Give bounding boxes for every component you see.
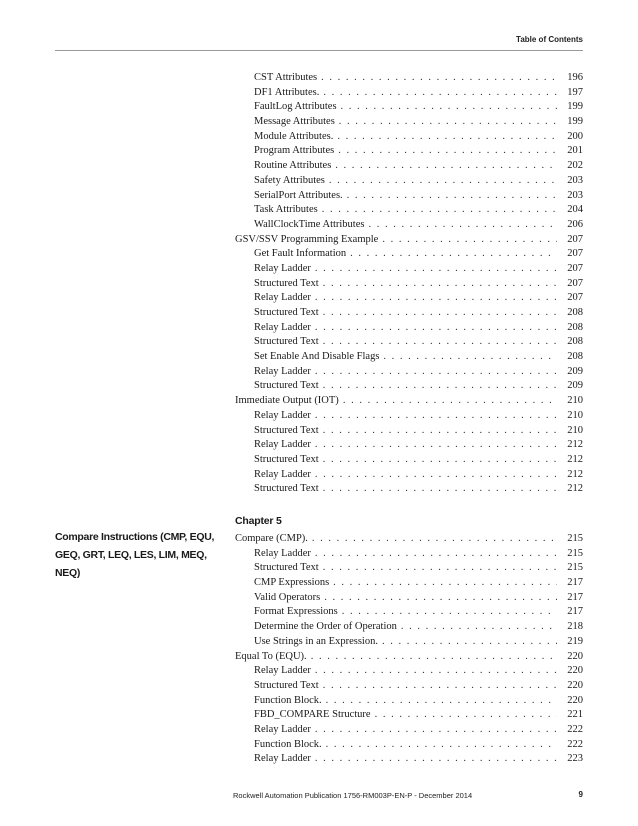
toc-dot-leader — [350, 247, 557, 262]
toc-entry-title: CST Attributes — [254, 72, 318, 83]
toc-entry[interactable] — [235, 218, 583, 233]
toc-entry-title: Structured Text — [254, 336, 319, 348]
toc-entry-page: 197 — [567, 86, 583, 98]
toc-entry-title: Relay Ladder — [254, 547, 311, 559]
toc-entry-title: Relay Ladder — [254, 439, 311, 451]
toc-entry-page: 207 — [567, 248, 583, 260]
toc-dot-leader — [315, 664, 557, 679]
toc-entry-title: Structured Text — [254, 483, 319, 495]
toc-entry[interactable] — [235, 86, 583, 101]
toc-entry[interactable] — [235, 482, 583, 497]
toc-entry-title: Relay Ladder — [254, 409, 311, 421]
toc-entry[interactable] — [235, 547, 583, 562]
running-header: Table of Contents — [516, 35, 583, 44]
toc-entry[interactable] — [235, 115, 583, 130]
toc-entry-page: 207 — [567, 262, 583, 274]
toc-entry-title: Equal To (EQU). — [235, 650, 307, 662]
toc-entry[interactable] — [235, 694, 583, 709]
toc-dot-leader — [342, 605, 557, 620]
toc-dot-leader — [323, 482, 557, 497]
toc-dot-leader — [311, 650, 557, 665]
toc-entry-title: CMP Expressions — [254, 577, 330, 589]
toc-entry-page: 215 — [567, 562, 583, 574]
toc-entry-title: Relay Ladder — [254, 753, 311, 765]
toc-entry-title: Task Attributes — [254, 204, 318, 216]
toc-dot-leader — [315, 409, 557, 424]
toc-entry[interactable] — [235, 453, 583, 468]
toc-dot-leader — [329, 174, 557, 189]
toc-entry[interactable] — [235, 679, 583, 694]
toc-entry-title: Relay Ladder — [254, 665, 311, 677]
toc-entry-title: Relay Ladder — [254, 365, 311, 377]
toc-dot-leader — [323, 306, 557, 321]
toc-entry-title: Structured Text — [254, 380, 319, 392]
toc-dot-leader — [315, 365, 557, 380]
toc-dot-leader — [321, 71, 557, 86]
toc-entry-page: 222 — [567, 738, 583, 750]
toc-entry[interactable] — [235, 723, 583, 738]
toc-entry[interactable] — [235, 130, 583, 145]
toc-dot-leader — [323, 424, 557, 439]
toc-entry[interactable] — [235, 71, 583, 86]
toc-entry-title: DF1 Attributes. — [254, 86, 320, 98]
toc-entry[interactable] — [235, 532, 583, 547]
toc-dot-leader — [368, 218, 557, 233]
toc-entry[interactable] — [235, 635, 583, 650]
toc-entry-page: 219 — [567, 635, 583, 647]
toc-entry-page: 210 — [567, 395, 583, 407]
toc-entry-page: 196 — [567, 72, 583, 83]
toc-dot-leader — [315, 468, 557, 483]
toc-entry-title: FBD_COMPARE Structure — [254, 709, 371, 721]
toc-entry-page: 200 — [567, 130, 583, 142]
toc-entry-page: 201 — [567, 145, 583, 157]
toc-dot-leader — [335, 159, 557, 174]
toc-entry-title: Use Strings in an Expression. — [254, 635, 378, 647]
toc-entry-page: 204 — [567, 204, 583, 216]
toc-dot-leader — [343, 394, 557, 409]
toc-dot-leader — [375, 708, 557, 723]
toc-entry[interactable] — [235, 576, 583, 591]
toc-entry-title: Relay Ladder — [254, 321, 311, 333]
toc-entry[interactable] — [235, 650, 583, 665]
toc-entry-page: 209 — [567, 380, 583, 392]
toc-entry-title: Relay Ladder — [254, 262, 311, 274]
toc-entry[interactable] — [235, 738, 583, 753]
toc-entry-page: 212 — [567, 453, 583, 465]
toc-entry-page: 212 — [567, 468, 583, 480]
toc-entry-page: 199 — [567, 116, 583, 128]
toc-list-top — [235, 71, 583, 497]
toc-entry-page: 210 — [567, 409, 583, 421]
header-rule — [55, 50, 583, 51]
toc-dot-leader — [323, 335, 557, 350]
footer-page-number: 9 — [578, 790, 583, 799]
toc-entry-title: Module Attributes. — [254, 130, 334, 142]
toc-entry[interactable] — [235, 752, 583, 767]
toc-dot-leader — [323, 86, 557, 101]
toc-entry-title: Structured Text — [254, 453, 319, 465]
toc-dot-leader — [315, 752, 557, 767]
toc-entry-page: 215 — [567, 547, 583, 559]
toc-dot-leader — [315, 262, 557, 277]
toc-entry[interactable] — [235, 262, 583, 277]
toc-entry-page: 220 — [567, 679, 583, 691]
toc-dot-leader — [315, 291, 557, 306]
toc-entry-page: 217 — [567, 606, 583, 618]
toc-entry[interactable] — [235, 468, 583, 483]
toc-entry[interactable] — [235, 561, 583, 576]
toc-entry-page: 217 — [567, 591, 583, 603]
toc-dot-leader — [323, 379, 557, 394]
toc-entry-page: 223 — [567, 753, 583, 765]
footer-publication: Rockwell Automation Publication 1756-RM003P-EN-P - December 2014 — [233, 791, 473, 800]
toc-entry-page: 210 — [567, 424, 583, 436]
toc-entry-page: 220 — [567, 650, 583, 662]
toc-entry[interactable] — [235, 189, 583, 204]
toc-entry-page: 215 — [567, 533, 583, 544]
toc-entry[interactable] — [235, 174, 583, 189]
toc-entry[interactable] — [235, 203, 583, 218]
toc-entry-title: Function Block. — [254, 738, 322, 750]
toc-entry[interactable] — [235, 394, 583, 409]
toc-entry[interactable] — [235, 277, 583, 292]
toc-entry-title: Structured Text — [254, 277, 319, 289]
toc-entry[interactable] — [235, 708, 583, 723]
toc-entry[interactable] — [235, 233, 583, 248]
toc-entry-title: Format Expressions — [254, 606, 338, 618]
chapter-side-title: Compare Instructions (CMP, EQU, GEQ, GRT, LEQ, LES, LIM, MEQ, NEQ) — [55, 531, 215, 579]
toc-entry-title: Set Enable And Disable Flags — [254, 351, 380, 363]
toc-entry-title: Relay Ladder — [254, 468, 311, 480]
toc-dot-leader — [315, 438, 557, 453]
toc-entry-title: Routine Attributes — [254, 160, 332, 172]
toc-entry-title: Relay Ladder — [254, 723, 311, 735]
toc-entry[interactable] — [235, 664, 583, 679]
toc-entry-page: 212 — [567, 439, 583, 451]
toc-entry-title: Safety Attributes — [254, 174, 325, 186]
toc-entry-title: Immediate Output (IOT) — [235, 395, 339, 407]
toc-dot-leader — [338, 144, 557, 159]
toc-entry-title: Relay Ladder — [254, 292, 311, 304]
toc-entry-title: Determine the Order of Operation — [254, 621, 397, 633]
toc-entry-title: Structured Text — [254, 562, 319, 574]
toc-entry[interactable] — [235, 159, 583, 174]
toc-entry[interactable] — [235, 321, 583, 336]
toc-entry[interactable] — [235, 409, 583, 424]
toc-dot-leader — [323, 277, 557, 292]
toc-entry-page: 203 — [567, 174, 583, 186]
toc-dot-leader — [315, 547, 557, 562]
toc-entry-page: 221 — [567, 709, 583, 721]
toc-entry-page: 220 — [567, 665, 583, 677]
toc-entry-page: 220 — [567, 694, 583, 706]
toc-entry-page: 202 — [567, 160, 583, 172]
toc-entry-title: Compare (CMP). — [235, 533, 308, 544]
toc-dot-leader — [382, 233, 557, 248]
toc-list-chapter — [235, 532, 583, 767]
toc-dot-leader — [312, 532, 557, 547]
toc-dot-leader — [347, 189, 557, 204]
toc-dot-leader — [382, 635, 557, 650]
toc-entry[interactable] — [235, 438, 583, 453]
toc-entry[interactable] — [235, 620, 583, 635]
toc-entry-page: 208 — [567, 307, 583, 318]
toc-entry[interactable] — [235, 424, 583, 439]
toc-entry[interactable] — [235, 350, 583, 365]
toc-dot-leader — [315, 723, 557, 738]
toc-entry-page: 222 — [567, 723, 583, 735]
toc-entry-page: 212 — [567, 483, 583, 495]
toc-dot-leader — [383, 350, 557, 365]
toc-entry-title: WallClockTime Attributes — [254, 218, 365, 230]
toc-entry-page: 208 — [567, 321, 583, 333]
toc-entry-page: 208 — [567, 336, 583, 348]
toc-entry[interactable] — [235, 144, 583, 159]
chapter-heading: Chapter 5 — [235, 515, 282, 527]
toc-dot-leader — [337, 130, 557, 145]
toc-entry-page: 218 — [567, 621, 583, 633]
toc-entry-title: SerialPort Attributes. — [254, 189, 343, 201]
toc-entry-page: 207 — [567, 292, 583, 304]
toc-entry[interactable] — [235, 306, 583, 321]
toc-dot-leader — [326, 738, 557, 753]
toc-entry-title: Message Attributes — [254, 116, 335, 128]
toc-entry-title: Function Block. — [254, 694, 322, 706]
toc-entry-title: Structured Text — [254, 307, 319, 318]
toc-entry-title: Get Fault Information — [254, 248, 347, 260]
toc-entry-page: 207 — [567, 233, 583, 245]
toc-entry-page: 209 — [567, 365, 583, 377]
toc-entry[interactable] — [235, 335, 583, 350]
toc-entry[interactable] — [235, 247, 583, 262]
toc-entry-title: Program Attributes — [254, 145, 335, 157]
toc-entry-page: 207 — [567, 277, 583, 289]
toc-entry-page: 217 — [567, 577, 583, 589]
toc-dot-leader — [315, 321, 557, 336]
toc-dot-leader — [339, 115, 557, 130]
toc-dot-leader — [323, 453, 557, 468]
toc-entry-page: 199 — [567, 101, 583, 113]
toc-entry[interactable] — [235, 605, 583, 620]
toc-entry-page: 203 — [567, 189, 583, 201]
toc-entry-title: GSV/SSV Programming Example — [235, 233, 379, 245]
toc-entry-title: Valid Operators — [254, 591, 321, 603]
toc-dot-leader — [401, 620, 557, 635]
toc-entry-title: FaultLog Attributes — [254, 101, 337, 113]
toc-dot-leader — [323, 679, 557, 694]
toc-entry[interactable] — [235, 365, 583, 380]
toc-entry[interactable] — [235, 291, 583, 306]
toc-entry-title: Structured Text — [254, 424, 319, 436]
toc-dot-leader — [324, 591, 557, 606]
toc-dot-leader — [322, 203, 557, 218]
toc-dot-leader — [341, 100, 557, 115]
toc-dot-leader — [323, 561, 557, 576]
toc-entry-page: 208 — [567, 351, 583, 363]
toc-dot-leader — [326, 694, 557, 709]
toc-entry-page: 206 — [567, 218, 583, 230]
toc-entry[interactable] — [235, 591, 583, 606]
toc-dot-leader — [333, 576, 557, 591]
toc-entry-title: Structured Text — [254, 679, 319, 691]
toc-entry[interactable] — [235, 379, 583, 394]
toc-entry[interactable] — [235, 100, 583, 115]
